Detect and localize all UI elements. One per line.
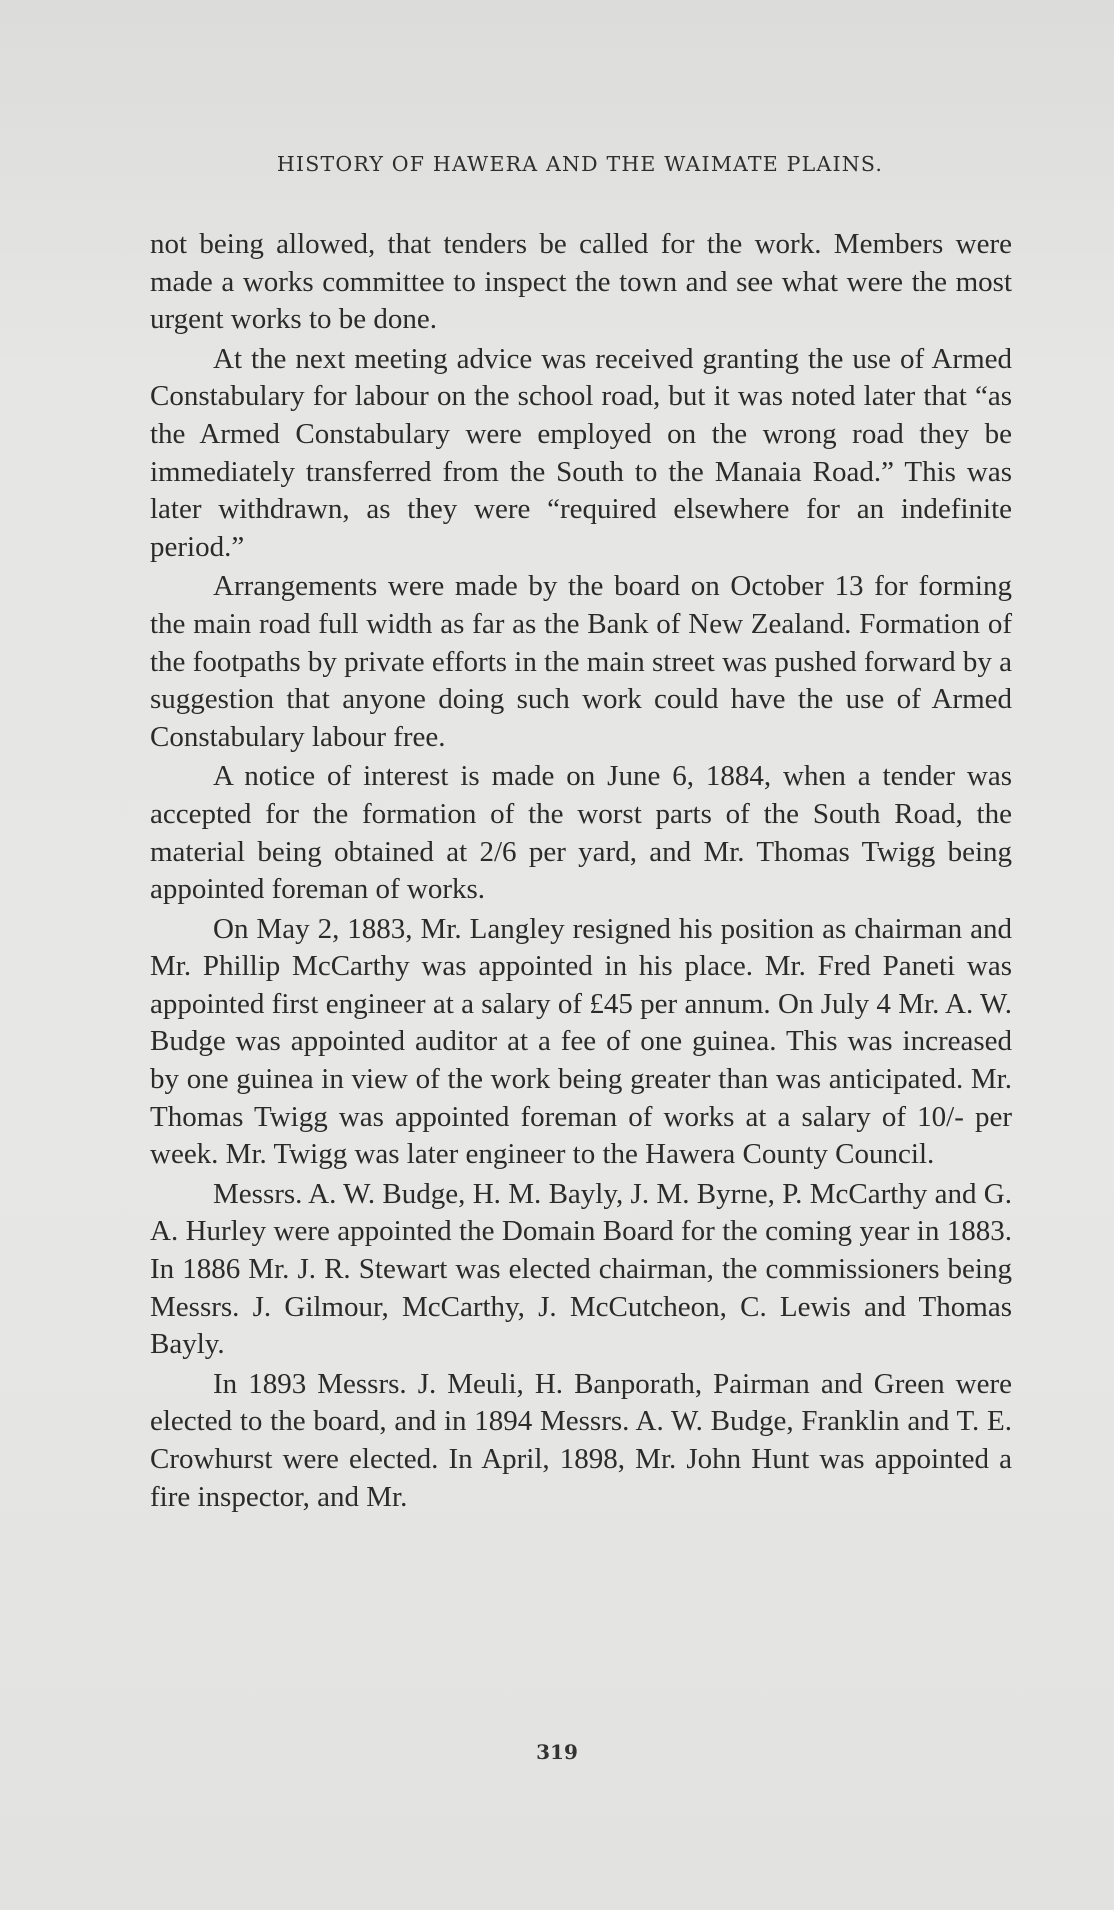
paragraph-board-elections: In 1893 Messrs. J. Meuli, H. Banporath, Pairman and Green were elected to the board, and in 1894 Messrs. A. W. Budge, Franklin and T. E. Crowhurst were elected. In April, 1898, Mr. John Hunt was appointed a fire inspector, and Mr. <box>150 1367 1012 1513</box>
paragraph-continued: not being allowed, that tenders be called for the work. Members were made a works committee to inspect the town and see what were the most urgent works to be done. <box>150 228 1012 336</box>
running-head: HISTORY OF HAWERA AND THE WAIMATE PLAINS. <box>276 152 884 176</box>
paragraph-chairman-appointments: On May 2, 1883, Mr. Langley resigned his position as chairman and Mr. Phillip McCarthy was appointed in his place. Mr. Fred Paneti was appointed first engineer at a salary of £45 per annum. On July 4 Mr. A. W. Budge was appointed auditor at a fee of one guinea. This was increased by one guinea in view of the work being greater than was anticipated. Mr. Thomas Twigg was appointed foreman of works at a salary of 10/- per week. Mr. Twigg was later engineer to the Hawera County Council. <box>150 912 1012 1171</box>
paragraph-armed-constabulary: At the next meeting advice was received granting the use of Armed Constabulary for labour on the school road, but it was noted later that “as the Armed Constabulary were employed on the wrong road they be immediately transferred from the South to the Manaia Road.” This was later withdrawn, as they were “required elsewhere for an indefinite period.” <box>150 342 1012 563</box>
body-text <box>150 226 1012 1518</box>
paragraph-south-road-tender: A notice of interest is made on June 6, 1884, when a tender was accepted for the formation of the worst parts of the South Road, the material being obtained at 2/6 per yard, and Mr. Thomas Twigg being appointed foreman of works. <box>150 760 1012 906</box>
paragraph-main-road: Arrangements were made by the board on October 13 for forming the main road full width as far as the Bank of New Zealand. Formation of the footpaths by private efforts in the main street was pushed forward by a suggestion that anyone doing such work could have the use of Armed Constabulary labour free. <box>150 570 1012 753</box>
page-number: 319 <box>536 1740 578 1764</box>
paragraph-domain-board: Messrs. A. W. Budge, H. M. Bayly, J. M. Byrne, P. McCarthy and G. A. Hurley were appointed the Domain Board for the coming year in 1883. In 1886 Mr. J. R. Stewart was elected chairman, the commissioners being Messrs. J. Gilmour, McCarthy, J. McCutcheon, C. Lewis and Thomas Bayly. <box>150 1177 1012 1361</box>
